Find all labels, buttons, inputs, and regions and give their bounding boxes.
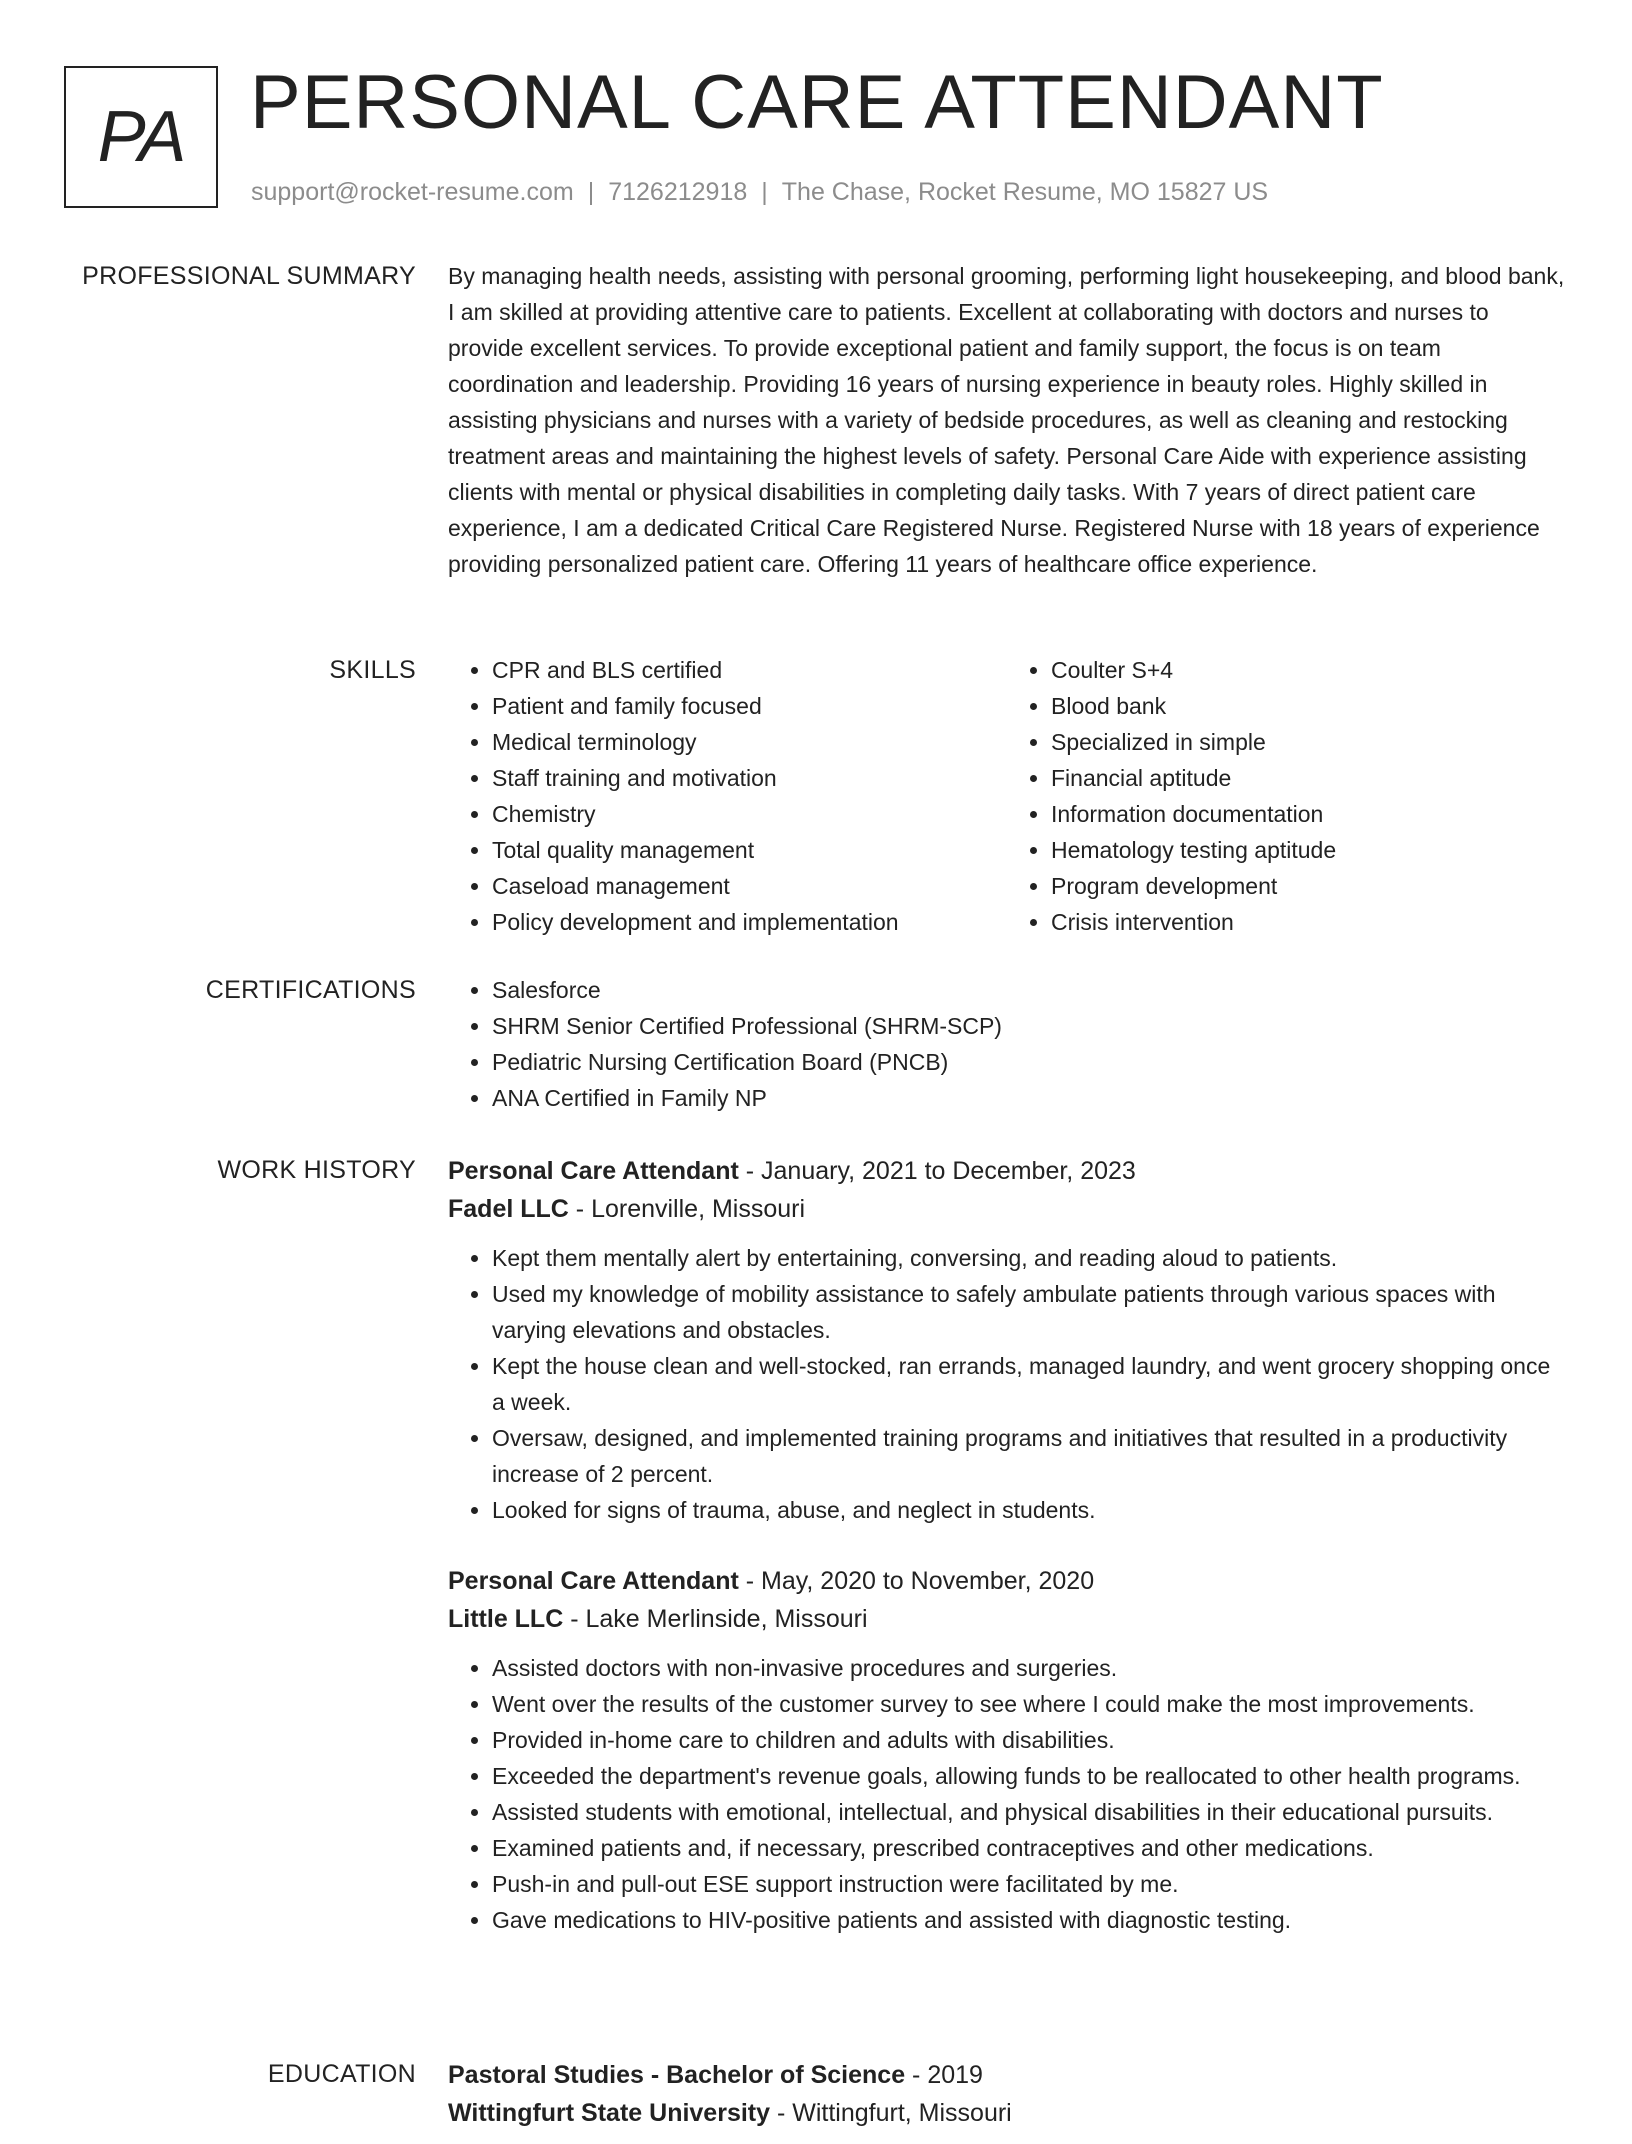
skills-list-left bbox=[448, 652, 1007, 940]
job-duties-list bbox=[448, 1240, 1566, 1528]
job-title-line: Personal Care Attendant - May, 2020 to November, 2020 bbox=[448, 1567, 1095, 1595]
contact-address: The Chase, Rocket Resume, MO 15827 US bbox=[781, 178, 1269, 206]
summary-body bbox=[448, 258, 1566, 582]
skill-item: • Crisis intervention bbox=[1051, 904, 1566, 940]
section-label-skills: SKILLS bbox=[329, 656, 416, 684]
education-degree: Pastoral Studies - Bachelor of Science bbox=[448, 2061, 906, 2089]
skill-item: • Blood bank bbox=[1051, 688, 1566, 724]
job-title-line: Personal Care Attendant - January, 2021 to December, 2023 bbox=[448, 1157, 1136, 1185]
job-duty-item: • Kept them mentally alert by entertaining, conversing, and reading aloud to patients. bbox=[492, 1240, 1566, 1276]
job-entry bbox=[448, 1152, 1566, 1528]
job-duties-list bbox=[448, 1650, 1566, 1938]
job-dates: May, 2020 to November, 2020 bbox=[761, 1567, 1095, 1595]
skill-item: • Coulter S+4 bbox=[1051, 652, 1566, 688]
education-degree-line: Pastoral Studies - Bachelor of Science - 2019 bbox=[448, 2061, 983, 2089]
skill-item: • Caseload management bbox=[492, 868, 1007, 904]
skill-item: • CPR and BLS certified bbox=[492, 652, 1007, 688]
work-body bbox=[448, 1152, 1566, 1972]
job-duty-item: • Exceeded the department's revenue goals, allowing funds to be reallocated to other health programs. bbox=[492, 1758, 1566, 1794]
education-year: 2019 bbox=[927, 2061, 983, 2089]
contact-email[interactable]: support@rocket-resume.com bbox=[251, 178, 574, 206]
skill-item: • Specialized in simple bbox=[1051, 724, 1566, 760]
job-dates: January, 2021 to December, 2023 bbox=[761, 1157, 1136, 1185]
skill-item: • Policy development and implementation bbox=[492, 904, 1007, 940]
job-entry bbox=[448, 1562, 1566, 1938]
skill-item: • Medical terminology bbox=[492, 724, 1007, 760]
job-company-line: Fadel LLC - Lorenville, Missouri bbox=[448, 1195, 806, 1223]
skill-item: • Total quality management bbox=[492, 832, 1007, 868]
skills-list-right bbox=[1007, 652, 1566, 940]
section-label-education: EDUCATION bbox=[267, 2060, 416, 2088]
job-duty-item: • Kept the house clean and well-stocked, ran errands, managed laundry, and went grocery shopping once a week. bbox=[492, 1348, 1566, 1420]
education-location: Wittingfurt, Missouri bbox=[792, 2099, 1012, 2127]
candidate-name: PERSONAL CARE ATTENDANT bbox=[250, 60, 1384, 145]
monogram-initials: PA bbox=[97, 97, 185, 177]
job-duty-item: • Used my knowledge of mobility assistance to safely ambulate patients through various spaces with varying elevations and obstacles. bbox=[492, 1276, 1566, 1348]
job-duty-item: • Went over the results of the customer survey to see where I could make the most improvements. bbox=[492, 1686, 1566, 1722]
certification-item: • Salesforce bbox=[492, 972, 1566, 1008]
job-company: Fadel LLC bbox=[448, 1195, 569, 1223]
certifications-body bbox=[448, 972, 1566, 1116]
section-label-work: WORK HISTORY bbox=[217, 1156, 416, 1184]
skill-item: • Program development bbox=[1051, 868, 1566, 904]
contact-separator: | bbox=[761, 178, 768, 206]
education-school-line: Wittingfurt State University - Wittingfurt, Missouri bbox=[448, 2099, 1012, 2127]
certification-item: • ANA Certified in Family NP bbox=[492, 1080, 1566, 1116]
job-duty-item: • Assisted doctors with non-invasive procedures and surgeries. bbox=[492, 1650, 1566, 1686]
skill-item: • Information documentation bbox=[1051, 796, 1566, 832]
skills-body bbox=[448, 652, 1566, 940]
skill-item: • Patient and family focused bbox=[492, 688, 1007, 724]
education-school: Wittingfurt State University bbox=[448, 2099, 771, 2127]
job-location: Lorenville, Missouri bbox=[591, 1195, 806, 1223]
skill-item: • Chemistry bbox=[492, 796, 1007, 832]
education-body bbox=[448, 2056, 1566, 2144]
skill-item: • Hematology testing aptitude bbox=[1051, 832, 1566, 868]
section-label-certifications: CERTIFICATIONS bbox=[205, 976, 416, 1004]
job-duty-item: • Assisted students with emotional, intellectual, and physical disabilities in their educational pursuits. bbox=[492, 1794, 1566, 1830]
skill-item: • Financial aptitude bbox=[1051, 760, 1566, 796]
certifications-list bbox=[448, 972, 1566, 1116]
job-duty-item: • Provided in-home care to children and adults with disabilities. bbox=[492, 1722, 1566, 1758]
job-duty-item: • Oversaw, designed, and implemented training programs and initiatives that resulted in a productivity increase of 2 percent. bbox=[492, 1420, 1566, 1492]
job-duty-item: • Examined patients and, if necessary, prescribed contraceptives and other medications. bbox=[492, 1830, 1566, 1866]
job-title: Personal Care Attendant bbox=[448, 1567, 739, 1595]
summary-text: By managing health needs, assisting with personal grooming, performing light housekeeping, and blood bank, I am skilled at providing attentive care to patients. Excellent at collaborating with doctors and nurses to provide excellent services. To provide exceptional patient and family support, the focus is on team coordination and leadership. Providing 16 years of nursing experience in beauty roles. Highly skilled in assisting physicians and nurses with a variety of bedside procedures, as well as cleaning and restocking treatment areas and maintaining the highest levels of safety. Personal Care Aide with experience assisting clients with mental or physical disabilities in completing daily tasks. With 7 years of direct patient care experience, I am a dedicated Critical Care Registered Nurse. Registered Nurse with 18 years of experience providing personalized patient care. Offering 11 years of healthcare office experience. bbox=[448, 263, 1565, 577]
skill-item: • Staff training and motivation bbox=[492, 760, 1007, 796]
monogram-box bbox=[64, 66, 218, 208]
job-company-line: Little LLC - Lake Merlinside, Missouri bbox=[448, 1605, 868, 1633]
certification-item: • Pediatric Nursing Certification Board (PNCB) bbox=[492, 1044, 1566, 1080]
job-company: Little LLC bbox=[448, 1605, 564, 1633]
job-duty-item: • Gave medications to HIV-positive patients and assisted with diagnostic testing. bbox=[492, 1902, 1566, 1938]
contact-phone[interactable]: 7126212918 bbox=[608, 178, 748, 206]
job-location: Lake Merlinside, Missouri bbox=[585, 1605, 868, 1633]
section-label-summary: PROFESSIONAL SUMMARY bbox=[82, 262, 416, 290]
skills-columns bbox=[448, 652, 1566, 940]
contact-separator: | bbox=[587, 178, 595, 206]
job-duty-item: • Push-in and pull-out ESE support instruction were facilitated by me. bbox=[492, 1866, 1566, 1902]
job-duty-item: • Looked for signs of trauma, abuse, and neglect in students. bbox=[492, 1492, 1566, 1528]
contact-line bbox=[251, 174, 1268, 210]
certification-item: • SHRM Senior Certified Professional (SHRM-SCP) bbox=[492, 1008, 1566, 1044]
job-title: Personal Care Attendant bbox=[448, 1157, 739, 1185]
